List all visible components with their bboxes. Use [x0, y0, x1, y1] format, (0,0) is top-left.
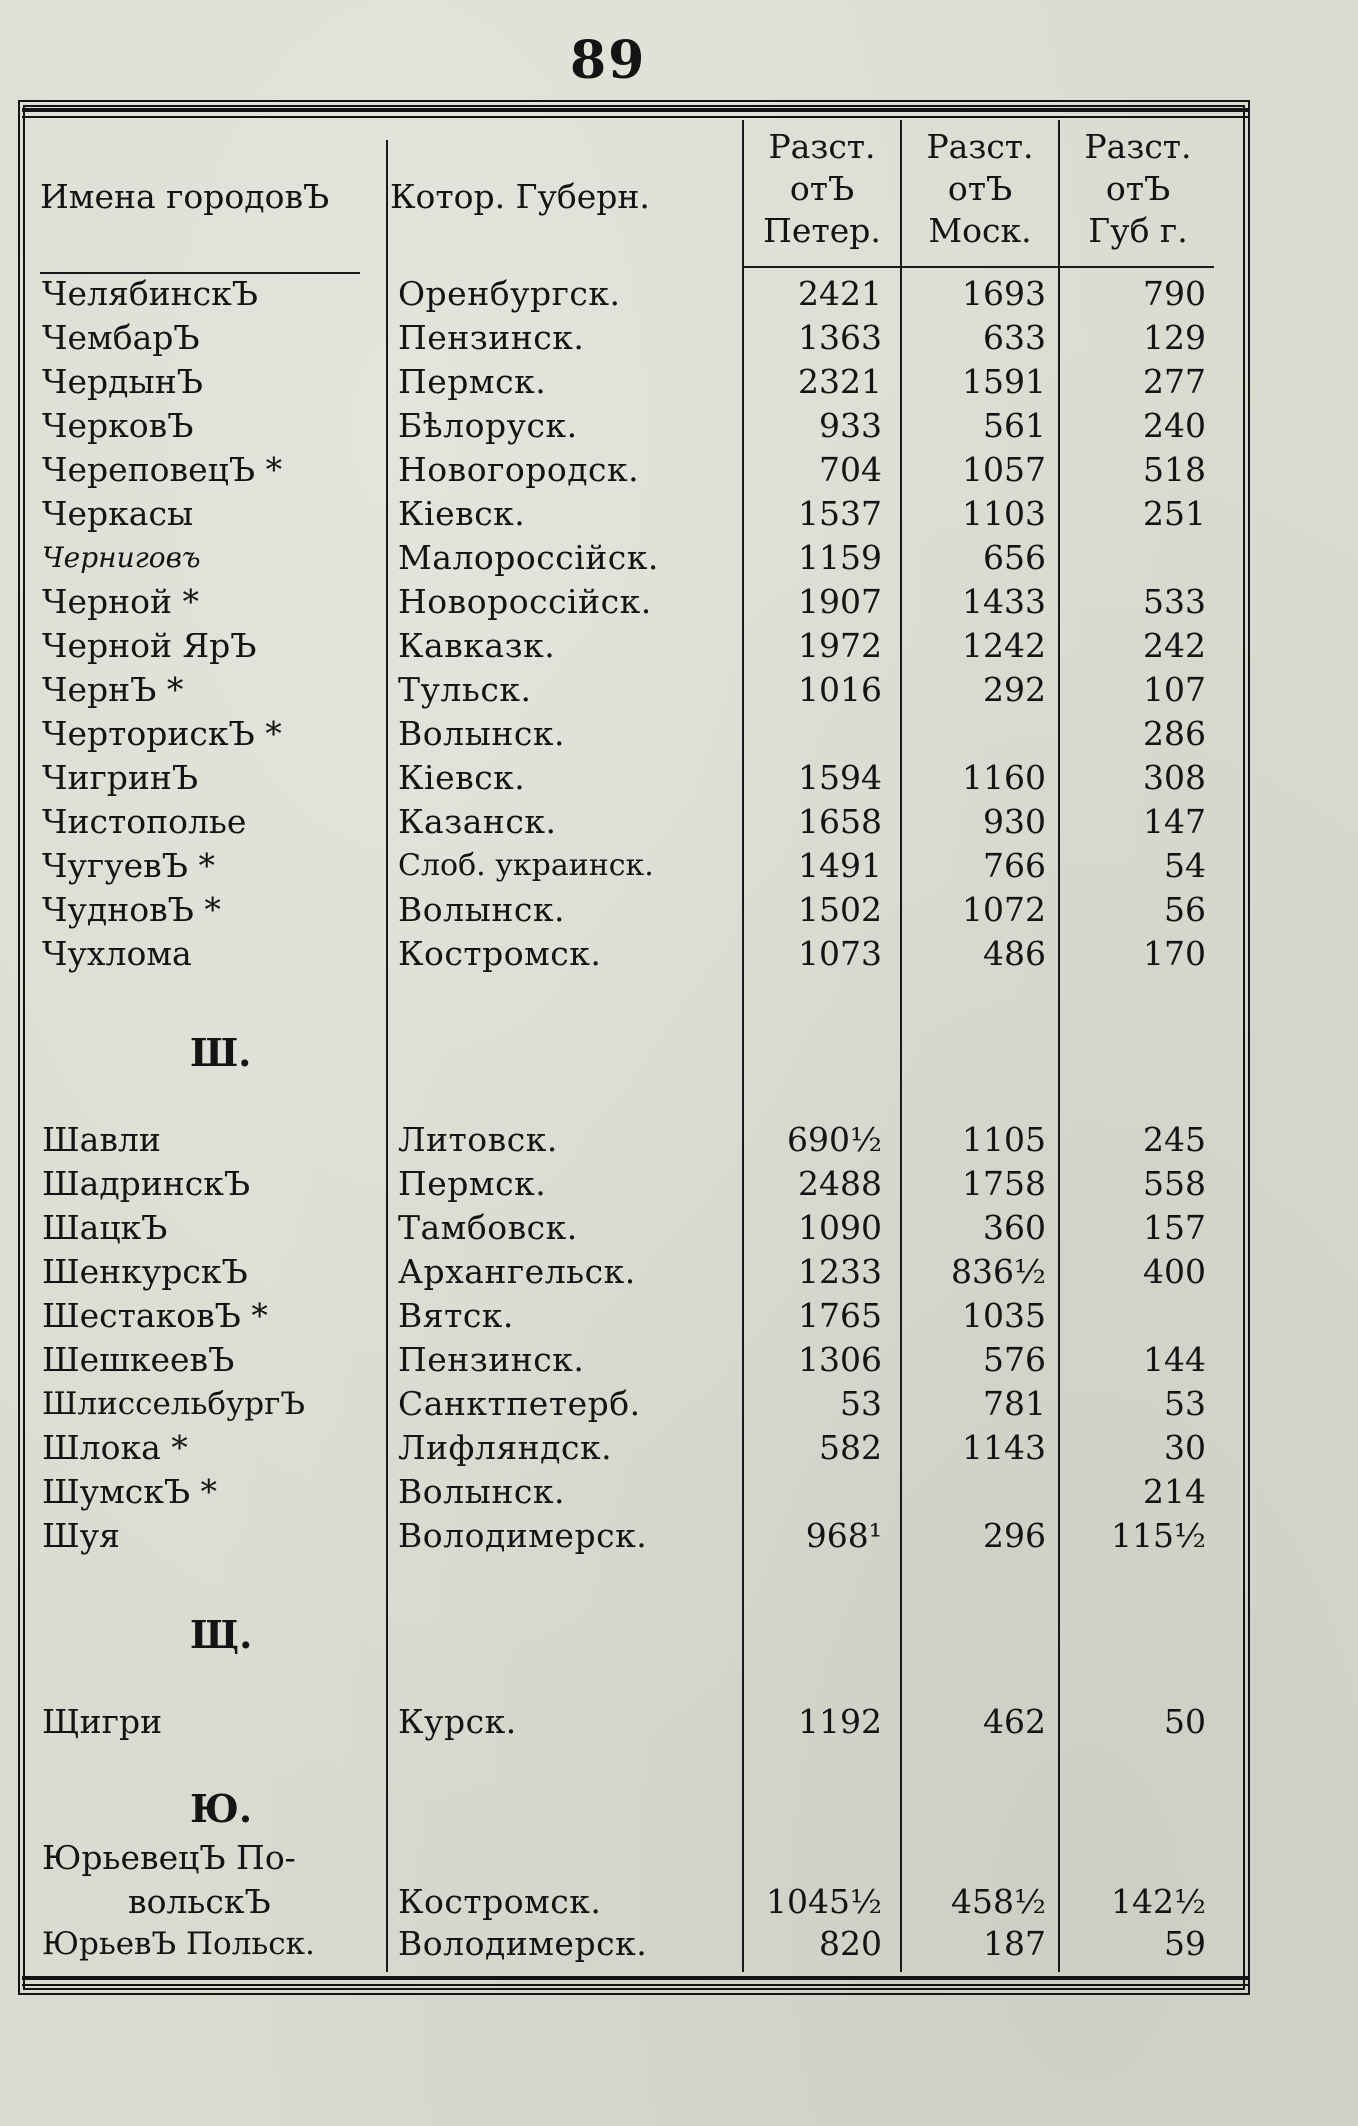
distance-petersburg: 1159	[798, 538, 882, 577]
distance-moscow: 836½	[951, 1252, 1046, 1291]
distance-gub: 308	[1143, 758, 1206, 797]
province-name: Вятск.	[398, 1296, 514, 1335]
distance-petersburg: 1972	[798, 626, 882, 665]
distance-moscow: 1105	[962, 1120, 1046, 1159]
city-name: ЧердынЪ	[42, 362, 203, 401]
table-row	[0, 360, 1250, 404]
city-name: Чухлома	[42, 934, 192, 973]
province-name: Володимерск.	[398, 1516, 648, 1555]
province-name: Архангельск.	[398, 1252, 636, 1291]
table-row	[0, 1250, 1250, 1294]
section-letter-shch: Щ.	[190, 1612, 253, 1657]
distance-petersburg: 1658	[798, 802, 882, 841]
distance-moscow: 1057	[962, 450, 1046, 489]
distance-petersburg: 1090	[798, 1208, 882, 1247]
province-name: Слоб. украинск.	[398, 848, 654, 883]
city-name: ЧерторискЪ *	[42, 714, 282, 753]
city-name: ШенкурскЪ	[42, 1252, 248, 1291]
distance-gub: 251	[1143, 494, 1206, 533]
province-name: Литовск.	[398, 1120, 558, 1159]
city-name: Черной *	[42, 582, 200, 621]
distance-moscow: 187	[983, 1924, 1046, 1963]
distance-moscow: 576	[983, 1340, 1046, 1379]
distance-moscow: 561	[983, 406, 1046, 445]
distance-gub: 129	[1143, 318, 1206, 357]
province-name: Пензинск.	[398, 318, 585, 357]
distance-petersburg: 820	[819, 1924, 882, 1963]
province-name: Кіевск.	[398, 494, 526, 533]
table-row	[0, 1294, 1250, 1338]
distance-moscow: 1433	[962, 582, 1046, 621]
province-name: Санктпетерб.	[398, 1384, 641, 1423]
table-row	[0, 1162, 1250, 1206]
distance-gub: 518	[1143, 450, 1206, 489]
distance-moscow: 296	[983, 1516, 1046, 1555]
distance-petersburg: 690½	[787, 1120, 882, 1159]
table-row	[0, 580, 1250, 624]
distance-petersburg: 2488	[798, 1164, 882, 1203]
city-name: Щигри	[42, 1702, 163, 1741]
province-name: Пензинск.	[398, 1340, 585, 1379]
distance-petersburg: 968¹	[805, 1516, 882, 1555]
province-name: Пермск.	[398, 1164, 547, 1203]
province-name: Кавказк.	[398, 626, 556, 665]
province-name: Новогородск.	[398, 450, 640, 489]
distance-petersburg: 1233	[798, 1252, 882, 1291]
city-name: ШадринскЪ	[42, 1164, 251, 1203]
section-letter-yu: Ю.	[190, 1786, 253, 1831]
distance-moscow: 462	[983, 1702, 1046, 1741]
distance-moscow: 1103	[962, 494, 1046, 533]
distance-gub: 107	[1143, 670, 1206, 709]
distance-moscow: 930	[983, 802, 1046, 841]
distance-gub: 533	[1143, 582, 1206, 621]
distance-petersburg: 2321	[798, 362, 882, 401]
distance-petersburg: 1502	[798, 890, 882, 929]
distance-moscow: 633	[983, 318, 1046, 357]
table-row	[0, 1880, 1250, 1924]
header-from-gub: Разст. отЪ Губ г.	[1084, 127, 1192, 250]
province-name: Волынск.	[398, 714, 565, 753]
province-name: Костромск.	[398, 934, 602, 973]
distance-gub: 242	[1143, 626, 1206, 665]
header-province: Котор. Губерн.	[390, 177, 650, 216]
distance-petersburg: 1907	[798, 582, 882, 621]
table-row	[0, 448, 1250, 492]
distance-moscow: 1143	[962, 1428, 1046, 1467]
distance-petersburg: 1016	[798, 670, 882, 709]
table-row	[0, 492, 1250, 536]
distance-petersburg: 1045½	[766, 1882, 882, 1921]
distance-moscow: 292	[983, 670, 1046, 709]
distance-gub: 245	[1143, 1120, 1206, 1159]
table-row	[0, 1118, 1250, 1162]
province-name: Волынск.	[398, 890, 565, 929]
city-name: ЮрьевЪ Польск.	[42, 1926, 315, 1962]
distance-moscow: 486	[983, 934, 1046, 973]
table-row	[0, 624, 1250, 668]
header-city: Имена городовЪ	[40, 177, 330, 216]
table-row	[0, 404, 1250, 448]
province-name: Тамбовск.	[398, 1208, 578, 1247]
distance-petersburg: 1363	[798, 318, 882, 357]
distance-petersburg: 1537	[798, 494, 882, 533]
distance-gub: 30	[1164, 1428, 1206, 1467]
table-row	[0, 1922, 1250, 1966]
distance-gub: 558	[1143, 1164, 1206, 1203]
city-name: ЧембарЪ	[42, 318, 200, 357]
header-from-petersburg: Разст. отЪ Петер.	[763, 127, 881, 250]
city-name: ЧернЪ *	[42, 670, 184, 709]
city-name: ЧигринЪ	[42, 758, 199, 797]
city-name: ЧереповецЪ *	[42, 450, 283, 489]
distance-moscow: 1242	[962, 626, 1046, 665]
city-name: Шуя	[42, 1516, 120, 1555]
province-name: Курск.	[398, 1702, 517, 1741]
table-row	[0, 316, 1250, 360]
distance-gub: 277	[1143, 362, 1206, 401]
frame-top-rule	[22, 108, 1248, 118]
distance-gub: 214	[1143, 1472, 1206, 1511]
distance-gub: 56	[1164, 890, 1206, 929]
table-row	[0, 1836, 1250, 1880]
distance-moscow: 360	[983, 1208, 1046, 1247]
distance-petersburg: 1594	[798, 758, 882, 797]
city-name: ШлиссельбургЪ	[42, 1386, 305, 1422]
table-row	[0, 932, 1250, 976]
section-letter-sh: Ш.	[190, 1030, 252, 1075]
distance-petersburg: 1765	[798, 1296, 882, 1335]
distance-moscow: 1072	[962, 890, 1046, 929]
city-name-continued: вольскЪ	[128, 1882, 271, 1921]
city-name: Черкасы	[42, 494, 194, 533]
table-row	[0, 272, 1250, 316]
city-name: ШумскЪ *	[42, 1472, 218, 1511]
city-name: ШестаковЪ *	[42, 1296, 268, 1335]
province-name: Володимерск.	[398, 1924, 648, 1963]
province-name: Казанск.	[398, 802, 557, 841]
city-name: ШешкеевЪ	[42, 1340, 235, 1379]
distance-gub: 115½	[1111, 1516, 1206, 1555]
distance-moscow: 1758	[962, 1164, 1046, 1203]
distance-gub: 147	[1143, 802, 1206, 841]
province-name: Пермск.	[398, 362, 547, 401]
table-row	[0, 668, 1250, 712]
distance-gub: 240	[1143, 406, 1206, 445]
table-row	[0, 1700, 1250, 1744]
city-name: ШацкЪ	[42, 1208, 168, 1247]
city-name: Чистополье	[42, 802, 247, 841]
province-name: Бѣлоруск.	[398, 406, 578, 445]
distance-moscow: 1693	[962, 274, 1046, 313]
distance-petersburg: 933	[819, 406, 882, 445]
distance-gub: 144	[1143, 1340, 1206, 1379]
table-row	[0, 1382, 1250, 1426]
province-name: Кіевск.	[398, 758, 526, 797]
distance-gub: 54	[1164, 846, 1206, 885]
city-name: Шлока *	[42, 1428, 188, 1467]
distance-moscow: 1160	[962, 758, 1046, 797]
table-row	[0, 1514, 1250, 1558]
table-row	[0, 536, 1250, 580]
header-from-moscow: Разст. отЪ Моск.	[926, 127, 1034, 250]
table-row	[0, 844, 1250, 888]
city-name: ЧерковЪ	[42, 406, 194, 445]
table-row	[0, 712, 1250, 756]
header-rule-numbers	[744, 266, 1214, 268]
distance-moscow: 656	[983, 538, 1046, 577]
city-name: ЧудновЪ *	[42, 890, 221, 929]
table-row	[0, 1426, 1250, 1470]
table-row	[0, 800, 1250, 844]
distance-gub: 59	[1164, 1924, 1206, 1963]
distance-moscow: 781	[983, 1384, 1046, 1423]
distance-gub: 400	[1143, 1252, 1206, 1291]
table-row	[0, 756, 1250, 800]
province-name: Костромск.	[398, 1882, 602, 1921]
table-row	[0, 1338, 1250, 1382]
distance-petersburg: 704	[819, 450, 882, 489]
table-row	[0, 1206, 1250, 1250]
distance-gub: 790	[1143, 274, 1206, 313]
distance-moscow: 766	[983, 846, 1046, 885]
distance-petersburg: 2421	[798, 274, 882, 313]
distance-petersburg: 53	[840, 1384, 882, 1423]
province-name: Лифляндск.	[398, 1428, 613, 1467]
frame-bottom-rule	[22, 1976, 1248, 1986]
distance-moscow: 1035	[962, 1296, 1046, 1335]
table-row	[0, 1470, 1250, 1514]
distance-gub: 50	[1164, 1702, 1206, 1741]
province-name: Оренбургск.	[398, 274, 621, 313]
city-name: Черной ЯрЪ	[42, 626, 257, 665]
city-name: ЮрьевецЪ По-	[42, 1838, 296, 1877]
province-name: Малороссійск.	[398, 538, 659, 577]
distance-moscow: 458½	[951, 1882, 1046, 1921]
province-name: Волынск.	[398, 1472, 565, 1511]
province-name: Новороссійск.	[398, 582, 652, 621]
city-name: Шавли	[42, 1120, 161, 1159]
city-name: Черниговъ	[42, 541, 201, 574]
distance-gub: 142½	[1111, 1882, 1206, 1921]
distance-gub: 286	[1143, 714, 1206, 753]
table-row	[0, 888, 1250, 932]
province-name: Тульск.	[398, 670, 532, 709]
distance-petersburg: 1306	[798, 1340, 882, 1379]
distance-petersburg: 1073	[798, 934, 882, 973]
distance-moscow: 1591	[962, 362, 1046, 401]
distance-gub: 53	[1164, 1384, 1206, 1423]
distance-petersburg: 582	[819, 1428, 882, 1467]
city-name: ЧугуевЪ *	[42, 846, 215, 885]
distance-gub: 170	[1143, 934, 1206, 973]
distance-petersburg: 1491	[798, 846, 882, 885]
city-name: ЧелябинскЪ	[42, 274, 258, 313]
distance-petersburg: 1192	[798, 1702, 882, 1741]
distance-gub: 157	[1143, 1208, 1206, 1247]
page-number: 89	[570, 30, 647, 91]
